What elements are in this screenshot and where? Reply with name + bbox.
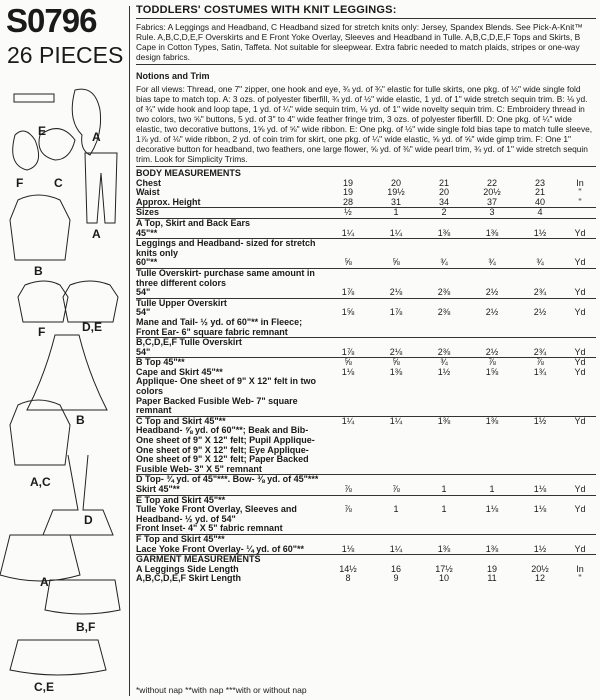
- unit-label: [564, 318, 596, 338]
- divider: [136, 64, 596, 65]
- size-value: 1⅜: [437, 227, 451, 238]
- view-label: D: [84, 513, 93, 527]
- view-label: B,F: [76, 620, 96, 634]
- info-column: [136, 4, 596, 584]
- size-value: ⅝: [324, 358, 372, 368]
- garment-sketches: [0, 80, 128, 700]
- size-value: 2⅜: [437, 287, 451, 298]
- size-value: 1⅜: [389, 366, 403, 377]
- column-divider: [129, 6, 130, 696]
- notions-title: Notions and Trim: [136, 71, 210, 81]
- unit-label: [564, 397, 596, 417]
- size-value: 1½: [533, 543, 547, 554]
- table-row: [136, 288, 596, 298]
- size-value: 20: [438, 187, 449, 198]
- size-value: 1: [441, 484, 447, 494]
- unit-label: Yd: [574, 484, 586, 494]
- view-label: D,E: [82, 320, 103, 334]
- size-value: 1⅞: [389, 307, 403, 318]
- size-value: 1⅜: [485, 227, 499, 238]
- row-label: 45"**: [136, 227, 158, 238]
- row-label: BODY MEASUREMENTS: [136, 168, 241, 178]
- row-label: E Top and Skirt 45"**: [136, 495, 324, 505]
- row-label: Applique- One sheet of 9" X 12" felt in two colors: [136, 376, 317, 397]
- row-label: F Top and Skirt 45"**: [136, 534, 324, 544]
- size-value: 19: [486, 563, 497, 574]
- unit-label: Yd: [574, 504, 586, 515]
- measurements-table: [136, 169, 596, 584]
- row-label: A Leggings Side Length: [136, 563, 239, 574]
- table-row: [136, 169, 596, 179]
- size-value: 37: [486, 196, 497, 207]
- row-label: Tulle Upper Overskirt: [136, 298, 324, 308]
- unit-label: Yd: [574, 227, 586, 238]
- size-value: [516, 239, 564, 259]
- table-row: [136, 505, 596, 524]
- size-value: 21: [534, 187, 545, 198]
- size-value: 1¼: [324, 416, 372, 426]
- size-value: 1¼: [389, 227, 403, 238]
- unit-label: Yd: [564, 358, 596, 368]
- table-row: [136, 397, 596, 417]
- size-value: [372, 397, 420, 417]
- size-value: 31: [390, 196, 401, 207]
- row-label: D Top- ¾ yd. of 45"***. Bow- ⅜ yd. of 45"***: [136, 475, 324, 485]
- size-value: 12: [534, 573, 545, 584]
- size-value: 1⅞: [341, 346, 355, 357]
- view-label: B: [34, 264, 43, 278]
- row-label: Leggings and Headband- sized for stretch knits only: [136, 239, 324, 259]
- unit-label: ": [578, 573, 582, 584]
- size-value: ½: [324, 208, 372, 219]
- unit-label: Yd: [574, 346, 586, 357]
- table-row: [136, 208, 596, 219]
- size-value: 2⅜: [437, 346, 451, 357]
- unit-label: In: [576, 177, 584, 188]
- size-value: 40: [534, 196, 545, 207]
- row-label: Front Inset- 4" X 5" fabric remnant: [136, 523, 283, 534]
- unit-label: [564, 524, 596, 534]
- table-row: [136, 574, 596, 584]
- row-label: C Top and Skirt 45"**: [136, 416, 324, 426]
- size-value: 20: [390, 177, 401, 188]
- size-value: 1⅜: [437, 543, 451, 554]
- row-label: Approx. Height: [136, 196, 201, 207]
- row-label: B,C,D,E,F Tulle Overskirt: [136, 338, 324, 348]
- size-value: 20½: [531, 563, 549, 574]
- view-label: F: [38, 325, 46, 339]
- sketch-bf-skirt: [45, 580, 120, 614]
- sketch-de-top: [63, 281, 118, 322]
- table-row: [136, 524, 596, 534]
- page-title: TODDLERS' COSTUMES WITH KNIT LEGGINGS:: [136, 4, 397, 16]
- size-value: 1¾: [533, 366, 547, 377]
- sketch-f-top: [18, 281, 68, 322]
- row-label: 54": [136, 346, 151, 357]
- size-value: 1½: [533, 227, 547, 238]
- view-column: [0, 0, 128, 700]
- size-value: ¾: [488, 257, 496, 268]
- view-label: A: [92, 227, 101, 241]
- table-row: [136, 475, 596, 485]
- row-label: Chest: [136, 177, 162, 188]
- size-value: 1⅛: [341, 366, 355, 377]
- view-label: C,E: [34, 680, 55, 694]
- row-label: GARMENT MEASUREMENTS: [136, 555, 324, 565]
- table-row: [136, 268, 596, 288]
- row-label: 60"**: [136, 257, 158, 268]
- view-label: B: [76, 413, 85, 427]
- size-value: 34: [438, 196, 449, 207]
- view-label: A,C: [30, 475, 51, 489]
- size-value: 1¼: [389, 543, 403, 554]
- size-value: 1⅞: [341, 287, 355, 298]
- size-value: 2⅛: [389, 346, 403, 357]
- unit-label: [564, 268, 596, 288]
- row-label: Skirt 45"**: [136, 484, 180, 494]
- size-value: 20½: [483, 187, 501, 198]
- size-value: 16: [390, 563, 401, 574]
- size-value: 1½: [437, 366, 451, 377]
- size-value: 1⅜: [485, 543, 499, 554]
- size-value: 1⅛: [485, 504, 499, 515]
- divider: [136, 18, 596, 19]
- sketch-mane: [72, 89, 100, 155]
- size-value: ⅝: [372, 358, 420, 368]
- row-label: A Top, Skirt and Back Ears: [136, 218, 324, 228]
- size-value: ⅞: [468, 358, 516, 368]
- table-row: [136, 318, 596, 338]
- size-value: [516, 268, 564, 288]
- row-label: Tulle Overskirt- purchase same amount in three different colors: [136, 268, 324, 288]
- unit-label: In: [576, 563, 584, 574]
- unit-label: Yd: [574, 366, 586, 377]
- row-label: Lace Yoke Front Overlay- ¼ yd. of 60"**: [136, 543, 304, 554]
- size-value: 2¾: [533, 346, 547, 357]
- size-value: [420, 318, 468, 338]
- size-value: 2¾: [533, 287, 547, 298]
- size-value: [468, 397, 516, 417]
- size-value: 17½: [435, 563, 453, 574]
- size-value: [324, 268, 372, 288]
- size-value: [324, 377, 372, 396]
- table-row: [136, 348, 596, 358]
- unit-label: [564, 426, 596, 474]
- size-value: 19½: [387, 187, 405, 198]
- unit-label: Yd: [574, 257, 586, 268]
- row-label: A,B,C,D,E,F Skirt Length: [136, 573, 242, 584]
- unit-label: Yd: [564, 416, 596, 426]
- size-value: 2⅜: [437, 307, 451, 318]
- size-value: ⅞: [392, 484, 400, 494]
- size-value: 1⅛: [533, 484, 547, 494]
- size-value: 1: [372, 208, 420, 219]
- size-value: 1¼: [341, 227, 355, 238]
- size-value: ⅞: [516, 358, 564, 368]
- size-value: 1⅜: [468, 416, 516, 426]
- size-value: 1: [441, 504, 447, 515]
- size-value: ¾: [536, 257, 544, 268]
- size-value: [420, 524, 468, 534]
- table-row: [136, 485, 596, 495]
- size-value: [420, 426, 468, 474]
- sketch-cape: [27, 335, 107, 410]
- row-label: 54": [136, 307, 151, 318]
- size-value: [372, 426, 420, 474]
- table-row: [136, 218, 596, 228]
- size-value: [516, 426, 564, 474]
- size-value: 1⅝: [485, 366, 499, 377]
- size-value: 1⅛: [341, 543, 355, 554]
- size-value: [516, 377, 564, 396]
- footnote: *without nap **with nap ***with or without nap: [136, 685, 307, 695]
- size-value: [516, 524, 564, 534]
- unit-label: ": [578, 187, 582, 198]
- unit-label: Yd: [574, 543, 586, 554]
- size-value: 8: [345, 573, 351, 584]
- size-value: [420, 239, 468, 259]
- row-label: Paper Backed Fusible Web- 7" square remnant: [136, 395, 298, 416]
- size-value: ¾: [440, 257, 448, 268]
- sketch-ce-skirt: [10, 640, 106, 675]
- size-value: [324, 239, 372, 259]
- unit-label: Yd: [574, 287, 586, 298]
- size-value: 2½: [485, 346, 499, 357]
- table-row: [136, 229, 596, 239]
- size-value: 28: [342, 196, 353, 207]
- size-value: 2: [420, 208, 468, 219]
- view-label: A: [92, 130, 101, 144]
- divider: [136, 166, 596, 167]
- size-value: [468, 524, 516, 534]
- table-row: [136, 198, 596, 208]
- row-label: Tulle Yoke Front Overlay, Sleeves and Headband- ½ yd. of 54": [136, 504, 297, 524]
- size-value: [468, 318, 516, 338]
- size-value: 22: [486, 177, 497, 188]
- size-value: ⅝: [344, 257, 352, 268]
- sketch-leggings: [85, 153, 117, 223]
- table-row: [136, 426, 596, 474]
- unit-label: [564, 239, 596, 259]
- size-value: [372, 377, 420, 396]
- size-value: 9: [393, 573, 399, 584]
- row-label: Mane and Tail- ½ yd. of 60"** in Fleece; Front Ear- 6" square fabric remnant: [136, 316, 303, 337]
- row-label: Waist: [136, 187, 160, 198]
- size-value: 14½: [339, 563, 357, 574]
- size-value: [372, 268, 420, 288]
- size-value: [420, 377, 468, 396]
- size-value: [516, 397, 564, 417]
- size-value: [372, 524, 420, 534]
- size-value: ⅝: [392, 257, 400, 268]
- view-label: C: [54, 176, 63, 190]
- size-value: 2½: [485, 307, 499, 318]
- size-value: ¾: [420, 358, 468, 368]
- size-value: 1: [393, 504, 399, 515]
- table-row: [136, 298, 596, 308]
- size-value: [420, 268, 468, 288]
- table-row: [136, 545, 596, 555]
- size-value: 19: [342, 187, 353, 198]
- size-value: 2½: [533, 307, 547, 318]
- size-value: 23: [534, 177, 545, 188]
- size-value: 1: [489, 484, 495, 494]
- size-value: [468, 239, 516, 259]
- size-value: 1¼: [372, 416, 420, 426]
- row-label: 54": [136, 287, 151, 298]
- size-value: [324, 524, 372, 534]
- size-value: [324, 397, 372, 417]
- table-row: [136, 239, 596, 259]
- size-value: 1½: [516, 416, 564, 426]
- size-value: [420, 397, 468, 417]
- size-value: 4: [516, 208, 564, 219]
- table-row: [136, 377, 596, 396]
- table-row: [136, 179, 596, 189]
- row-label: Headband- ⅝ yd. of 60"**; Beak and Bib- One sheet of 9" X 12" felt; Pupil Applique- One sheet of 9" X 12" felt; Eye Applique- One sheet of 9" X 12" felt; Paper Backed Fusible Web- 3" X 5" remnant: [136, 425, 315, 474]
- pattern-number: S0796: [6, 2, 97, 39]
- size-value: 1⅛: [533, 504, 547, 515]
- size-value: 1⅝: [341, 307, 355, 318]
- view-label: A: [40, 575, 49, 589]
- sketch-d-skirt: [43, 455, 113, 535]
- size-value: ⅞: [344, 484, 352, 494]
- row-label: B Top 45"**: [136, 358, 324, 368]
- notions-text: For all views: Thread, one 7" zipper, one hook and eye, ¾ yd. of ¾" elastic for tulle skirts, one pkg. of ½" wide single fold bias tape to match top. A: 3 ozs. of polyester fiberfill, ¾ yd. of ½" wide elastic, 1 yd. of 1" wide stretch sequin trim. B: ⅛ yd. of ¾" wide hook and loop tape, 1 yd. of ¼" wide sequin trim, ⅛ yd. of 1" wide novelty sequin trim. C: Embroidery thread in two colors, two ⅝" buttons, 5 yd. of 3" to 4" wide feather fringe trim, 3 ozs. of polyester fiberfill. D: One pkg. of ¼" wide elastic, two decorative buttons, 1⅝ yd. of ⅝" wide ribbon. E: One pkg. of ½" wide single fold bias tape to match tulle sleeve, 1⅞ yd. of ⅛" wide ribbon, 2 yd. of coin trim for skirt, one pkg. of ¼" wide elastic, ⅝ yd. of ⅝" wide gimp trim. F: One 1" decorative button for headband, two feathers, one large flower, ⅝ yd. of ⅜" wide pearl trim, ¾ yd. of 1" wide stretch sequin trim. Look for Simplicity Trims.: [136, 84, 593, 164]
- size-value: [372, 239, 420, 259]
- size-value: 2½: [485, 287, 499, 298]
- size-value: [468, 426, 516, 474]
- size-value: [324, 426, 372, 474]
- size-value: [372, 318, 420, 338]
- table-row: [136, 258, 596, 268]
- size-value: [468, 377, 516, 396]
- table-row: [136, 338, 596, 348]
- unit-label: Yd: [574, 307, 586, 318]
- view-label: E: [38, 124, 47, 138]
- size-value: ⅞: [344, 504, 352, 515]
- unit-label: ": [578, 196, 582, 207]
- size-value: 21: [438, 177, 449, 188]
- size-value: [468, 268, 516, 288]
- size-value: 2⅛: [389, 287, 403, 298]
- size-value: [516, 318, 564, 338]
- sketch-headband: [14, 94, 54, 102]
- piece-count: 26 PIECES: [7, 42, 124, 68]
- view-label: F: [16, 176, 24, 190]
- sketch-b-top: [10, 195, 70, 260]
- row-label: Cape and Skirt 45"**: [136, 366, 223, 377]
- fabrics-text: Fabrics: A Leggings and Headband, C Headband sized for stretch knits only: Jersey, Spandex Blends. See Pick-A-Knit™ Rule. A,B,C,D,E,F Overskirts and E Front Yoke Overlay, Sleeves and Headband in Tulle. A,B,C,D,E,F Tops and Skirts, B Cape in Cotton Types, Satin, Taffeta. Not suitable for sleepwear. Extra fabric needed to match plaids, stripes or one-way design fabrics.: [136, 22, 583, 62]
- size-value: 11: [487, 573, 497, 584]
- unit-label: [564, 377, 596, 396]
- size-value: 10: [438, 573, 449, 584]
- sketch-f-headband: [13, 131, 39, 170]
- size-value: [324, 318, 372, 338]
- unit-label: [564, 208, 596, 219]
- size-value: 1⅜: [420, 416, 468, 426]
- size-value: 3: [468, 208, 516, 219]
- size-value: 19: [342, 177, 353, 188]
- row-label: Sizes: [136, 208, 324, 219]
- table-row: [136, 188, 596, 198]
